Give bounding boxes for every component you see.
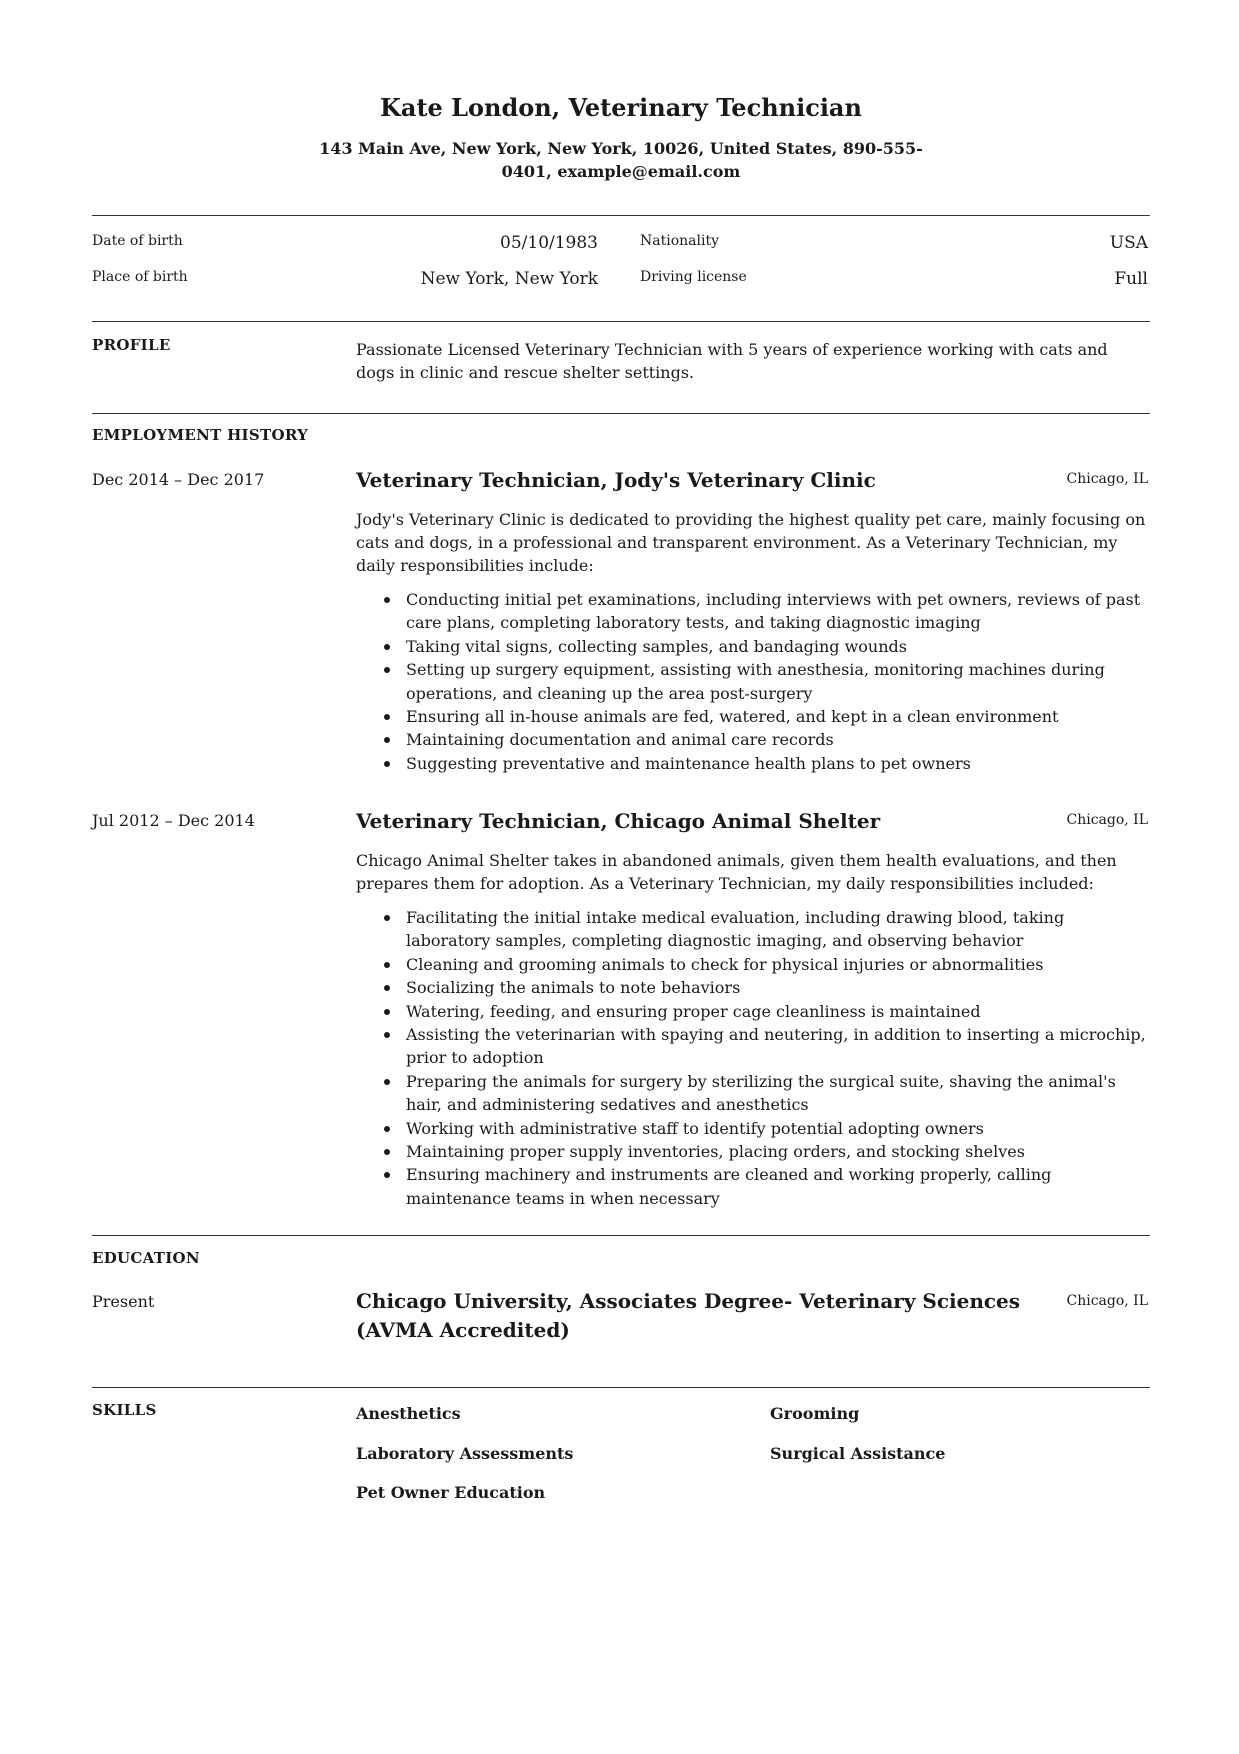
job-dates: Dec 2014 – Dec 2017 xyxy=(92,470,265,489)
job-location: Chicago, IL xyxy=(1066,471,1148,487)
profile-text: Passionate Licensed Veterinary Technician with 5 years of experience working with cats and dogs in clinic and rescue shelter settings. xyxy=(356,340,1108,382)
job-title: Veterinary Technician, Jody's Veterinary Clinic xyxy=(356,468,876,492)
contact-info: 143 Main Ave, New York, New York, 10026, United States, 890-555-0401, example@email.com xyxy=(319,139,923,181)
job-description: Jody's Veterinary Clinic is dedicated to providing the highest quality pet care, mainly focusing on cats and dogs, in a professional and transparent environment. As a Veterinary Technician, my daily responsibilities include: xyxy=(356,510,1146,575)
divider xyxy=(92,1387,1150,1388)
nationality-label: Nationality xyxy=(640,233,719,249)
divider xyxy=(92,1235,1150,1236)
list-item: Working with administrative staff to identify potential adopting owners xyxy=(406,1117,1146,1140)
list-item: Taking vital signs, collecting samples, and bandaging wounds xyxy=(406,635,1146,658)
nationality-value: USA xyxy=(1109,233,1148,253)
list-item: Ensuring machinery and instruments are cleaned and working properly, calling maintenance teams in when necessary xyxy=(406,1163,1146,1210)
divider xyxy=(92,215,1150,216)
job-dates: Jul 2012 – Dec 2014 xyxy=(92,811,255,830)
job-location: Chicago, IL xyxy=(1066,812,1148,828)
list-item: Watering, feeding, and ensuring proper cage cleanliness is maintained xyxy=(406,1000,1146,1023)
degree-line: (AVMA Accredited) xyxy=(356,1318,570,1342)
list-item: Assisting the veterinarian with spaying and neutering, in addition to inserting a microchip, prior to adoption xyxy=(406,1023,1146,1070)
resume-header xyxy=(92,93,1150,183)
list-item: Preparing the animals for surgery by sterilizing the surgical suite, shaving the animal's hair, and administering sedatives and anesthetics xyxy=(406,1070,1146,1117)
resume-page xyxy=(92,0,1150,1754)
education-location: Chicago, IL xyxy=(1066,1293,1148,1309)
list-item: Maintaining proper supply inventories, placing orders, and stocking shelves xyxy=(406,1140,1146,1163)
list-item: Ensuring all in-house animals are fed, watered, and kept in a clean environment xyxy=(406,705,1146,728)
license-value: Full xyxy=(1114,269,1148,289)
job-responsibilities xyxy=(356,906,1146,1210)
employment-title: EMPLOYMENT HISTORY xyxy=(92,426,309,444)
skills-title: SKILLS xyxy=(92,1401,157,1419)
degree-line: Chicago University, Associates Degree- Veterinary Sciences xyxy=(356,1289,1021,1313)
skill-item: Grooming xyxy=(770,1404,860,1423)
list-item: Setting up surgery equipment, assisting with anesthesia, monitoring machines during operations, and cleaning up the area post-surgery xyxy=(406,658,1146,705)
pob-label: Place of birth xyxy=(92,269,188,285)
divider xyxy=(92,321,1150,322)
candidate-name: Kate London, Veterinary Technician xyxy=(380,93,862,122)
education-degree xyxy=(356,1287,1020,1345)
pob-value: New York, New York xyxy=(420,269,598,289)
license-label: Driving license xyxy=(640,269,747,285)
job-description: Chicago Animal Shelter takes in abandoned animals, given them health evaluations, and then prepares them for adoption. As a Veterinary Technician, my daily responsibilities included: xyxy=(356,851,1117,893)
list-item: Socializing the animals to note behaviors xyxy=(406,976,1146,999)
skill-item: Pet Owner Education xyxy=(356,1483,546,1502)
skill-item: Laboratory Assessments xyxy=(356,1444,574,1463)
divider xyxy=(92,413,1150,414)
list-item: Facilitating the initial intake medical evaluation, including drawing blood, taking laboratory samples, completing diagnostic imaging, and observing behavior xyxy=(406,906,1146,953)
profile-title: PROFILE xyxy=(92,336,171,354)
skill-item: Surgical Assistance xyxy=(770,1444,946,1463)
list-item: Cleaning and grooming animals to check for physical injuries or abnormalities xyxy=(406,953,1146,976)
list-item: Conducting initial pet examinations, including interviews with pet owners, reviews of past care plans, completing laboratory tests, and taking diagnostic imaging xyxy=(406,588,1146,635)
job-responsibilities xyxy=(356,588,1146,775)
dob-label: Date of birth xyxy=(92,233,183,249)
job-title: Veterinary Technician, Chicago Animal Shelter xyxy=(356,809,881,833)
education-title: EDUCATION xyxy=(92,1249,200,1267)
education-dates: Present xyxy=(92,1292,155,1311)
list-item: Suggesting preventative and maintenance health plans to pet owners xyxy=(406,752,1146,775)
list-item: Maintaining documentation and animal care records xyxy=(406,728,1146,751)
skill-item: Anesthetics xyxy=(356,1404,461,1423)
dob-value: 05/10/1983 xyxy=(500,233,598,253)
